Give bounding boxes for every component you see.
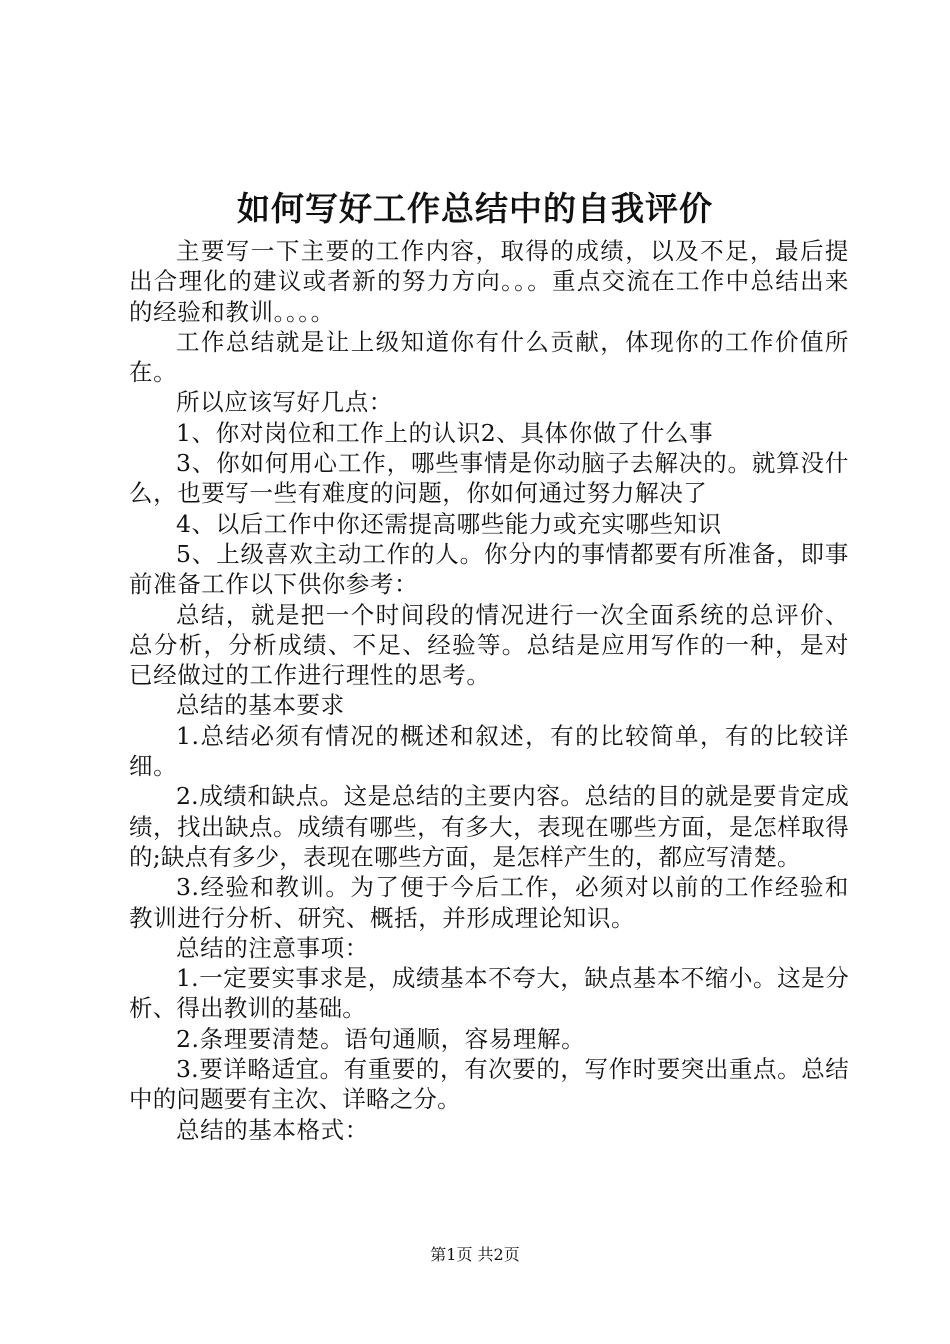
list-item: 5、上级喜欢主动工作的人。你分内的事情都要有所准备，即事前准备工作以下供你参考： <box>129 539 849 599</box>
paragraph: 工作总结就是让上级知道你有什么贡献，体现你的工作价值所在。 <box>129 327 849 387</box>
list-item: 1.一定要实事求是，成绩基本不夸大，缺点基本不缩小。这是分析、得出教训的基础。 <box>129 964 849 1023</box>
paragraph: 主要写一下主要的工作内容，取得的成绩，以及不足，最后提出合理化的建议或者新的努力方向。。。重点交流在工作中总结出来的经验和教训。。。。 <box>129 237 849 326</box>
page-number-footer: 第1页 共2页 <box>430 1245 520 1264</box>
section-heading: 总结的基本格式： <box>176 1115 369 1144</box>
list-item: 2.条理要清楚。语句通顺，容易理解。 <box>176 1024 586 1053</box>
list-item: 3.要详略适宜。有重要的，有次要的，写作时要突出重点。总结中的问题要有主次、详略之分。 <box>129 1055 849 1114</box>
list-item: 1.总结必须有情况的概述和叙述，有的比较简单，有的比较详细。 <box>129 721 849 781</box>
list-item: 2.成绩和缺点。这是总结的主要内容。总结的目的就是要肯定成绩，找出缺点。成绩有哪些，有多大，表现在哪些方面，是怎样取得的;缺点有多少，表现在哪些方面，是怎样产生的，都应写清楚。 <box>129 782 849 871</box>
paragraph: 总结，就是把一个时间段的情况进行一次全面系统的总评价、总分析，分析成绩、不足、经验等。总结是应用写作的一种，是对已经做过的工作进行理性的思考。 <box>129 600 849 690</box>
list-item: 3.经验和教训。为了便于今后工作，必须对以前的工作经验和教训进行分析、研究、概括，并形成理论知识。 <box>129 873 849 932</box>
list-item: 3、你如何用心工作，哪些事情是你动脑子去解决的。就算没什么，也要写一些有难度的问题，你如何通过努力解决了 <box>129 449 849 508</box>
section-heading: 总结的基本要求 <box>176 691 345 720</box>
list-item: 4、以后工作中你还需提高哪些能力或充实哪些知识 <box>176 509 722 538</box>
paragraph: 所以应该写好几点： <box>176 388 393 417</box>
document-title: 如何写好工作总结中的自我评价 <box>237 189 713 228</box>
section-heading: 总结的注意事项： <box>176 933 369 962</box>
document-body <box>129 236 849 1145</box>
list-item: 1、你对岗位和工作上的认识2、具体你做了什么事 <box>176 418 714 447</box>
